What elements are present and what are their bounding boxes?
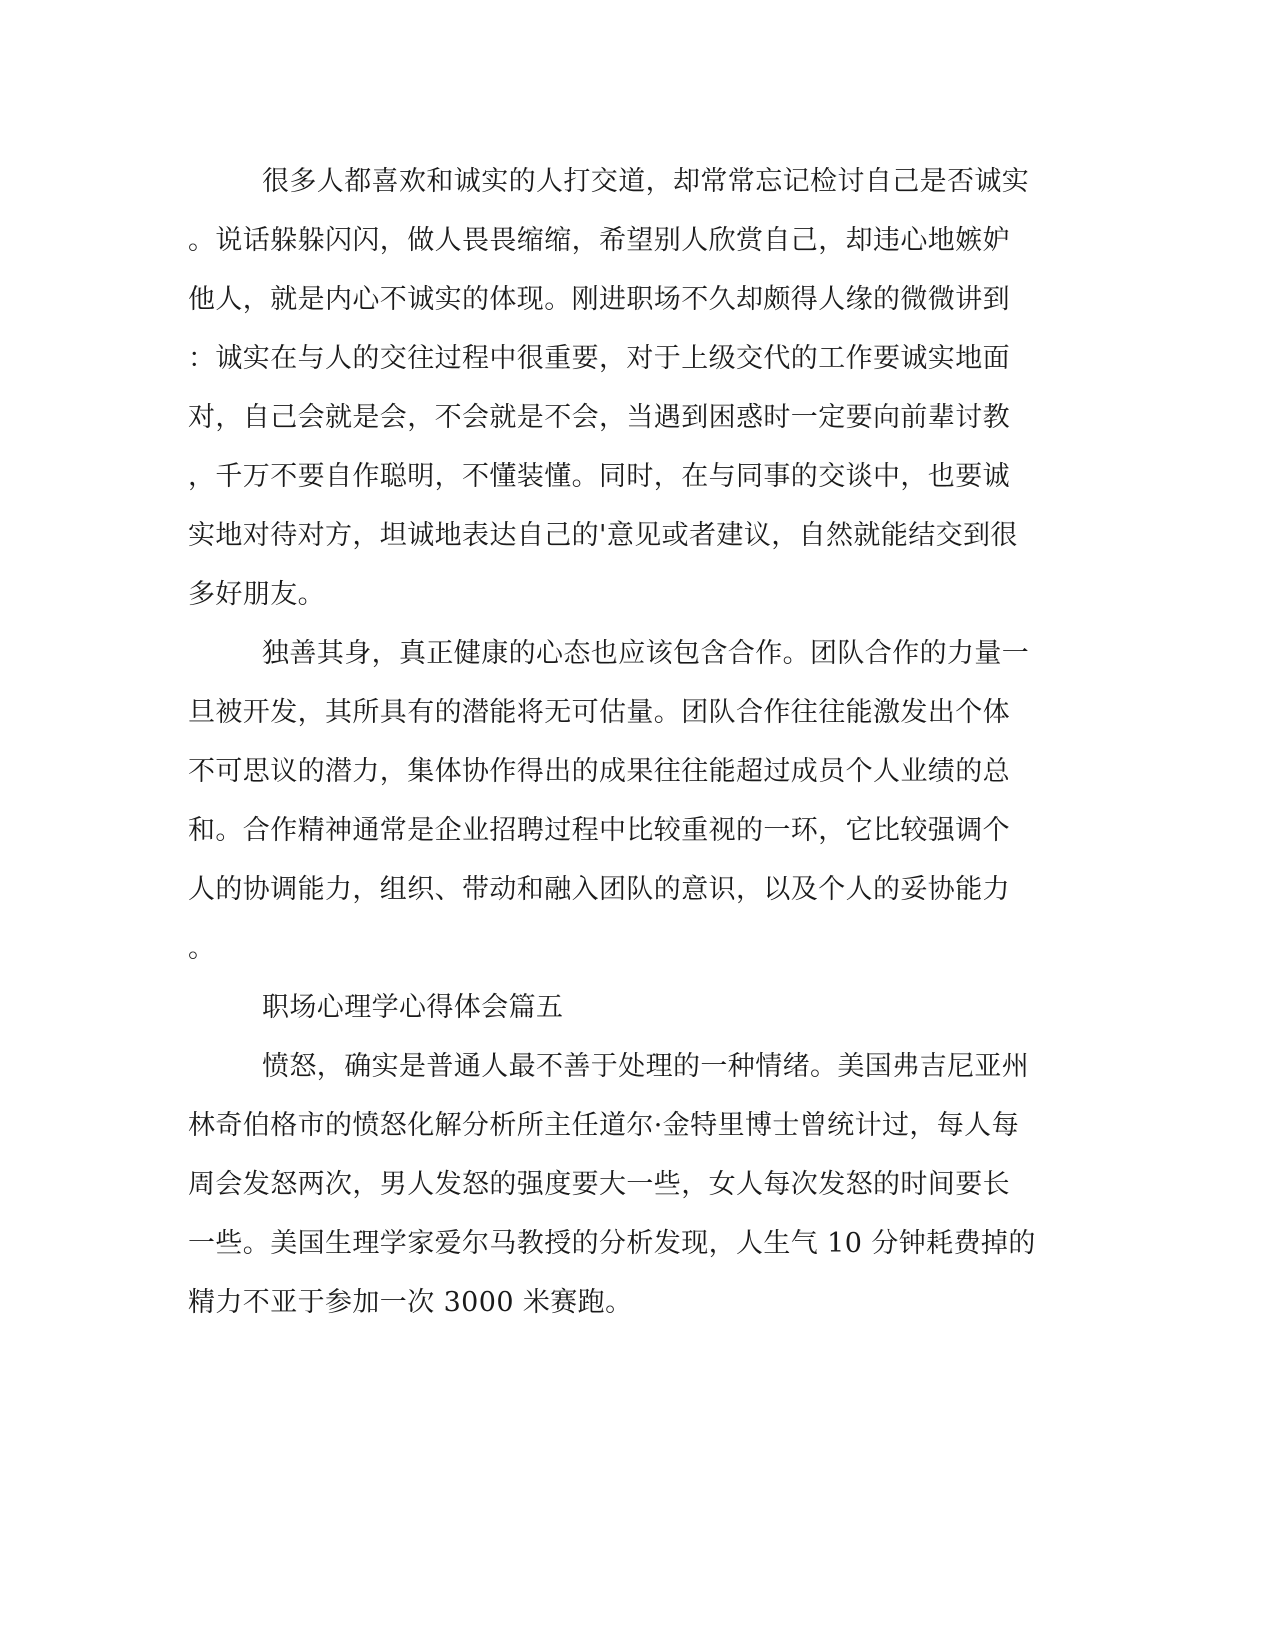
paragraph-2-line-5: 人的协调能力，组织、带动和融入团队的意识，以及个人的妥协能力 [188,874,1010,905]
paragraph-2-line-1: 独善其身，真正健康的心态也应该包含合作。团队合作的力量一 [262,638,1030,669]
paragraph-2-line-3: 不可思议的潜力，集体协作得出的成果往往能超过成员个人业绩的总 [188,756,1010,787]
paragraph-1-line-4: ：诚实在与人的交往过程中很重要，对于上级交代的工作要诚实地面 [188,343,1010,374]
paragraph-2-line-4: 和。合作精神通常是企业招聘过程中比较重视的一环，它比较强调个 [188,815,1010,846]
section-heading: 职场心理学心得体会篇五 [262,992,564,1023]
paragraph-3-line-2: 林奇伯格市的愤怒化解分析所主任道尔·金特里博士曾统计过，每人每 [188,1110,1019,1141]
paragraph-1-line-3: 他人，就是内心不诚实的体现。刚进职场不久却颇得人缘的微微讲到 [188,284,1010,315]
paragraph-2-line-2: 旦被开发，其所具有的潜能将无可估量。团队合作往往能激发出个体 [188,697,1010,728]
paragraph-1-line-5: 对，自己会就是会，不会就是不会，当遇到困惑时一定要向前辈讨教 [188,402,1010,433]
paragraph-1-line-2: 。说话躲躲闪闪，做人畏畏缩缩，希望别人欣赏自己，却违心地嫉妒 [188,225,1010,256]
paragraph-2-line-6: 。 [188,933,216,964]
paragraph-3-line-3: 周会发怒两次，男人发怒的强度要大一些，女人每次发怒的时间要长 [188,1169,1010,1200]
paragraph-3-line-1: 愤怒，确实是普通人最不善于处理的一种情绪。美国弗吉尼亚州 [262,1051,1030,1082]
paragraph-1-line-1: 很多人都喜欢和诚实的人打交道，却常常忘记检讨自己是否诚实 [262,166,1030,197]
paragraph-1-line-7: 实地对待对方，坦诚地表达自己的'意见或者建议，自然就能结交到很 [188,520,1018,551]
paragraph-1-line-8: 多好朋友。 [188,579,325,610]
paragraph-3-line-4: 一些。美国生理学家爱尔马教授的分析发现，人生气 10 分钟耗费掉的 [188,1228,1036,1259]
paragraph-1-line-6: ，千万不要自作聪明，不懂装懂。同时，在与同事的交谈中，也要诚 [188,461,1010,492]
paragraph-3-line-5: 精力不亚于参加一次 3000 米赛跑。 [188,1287,633,1318]
